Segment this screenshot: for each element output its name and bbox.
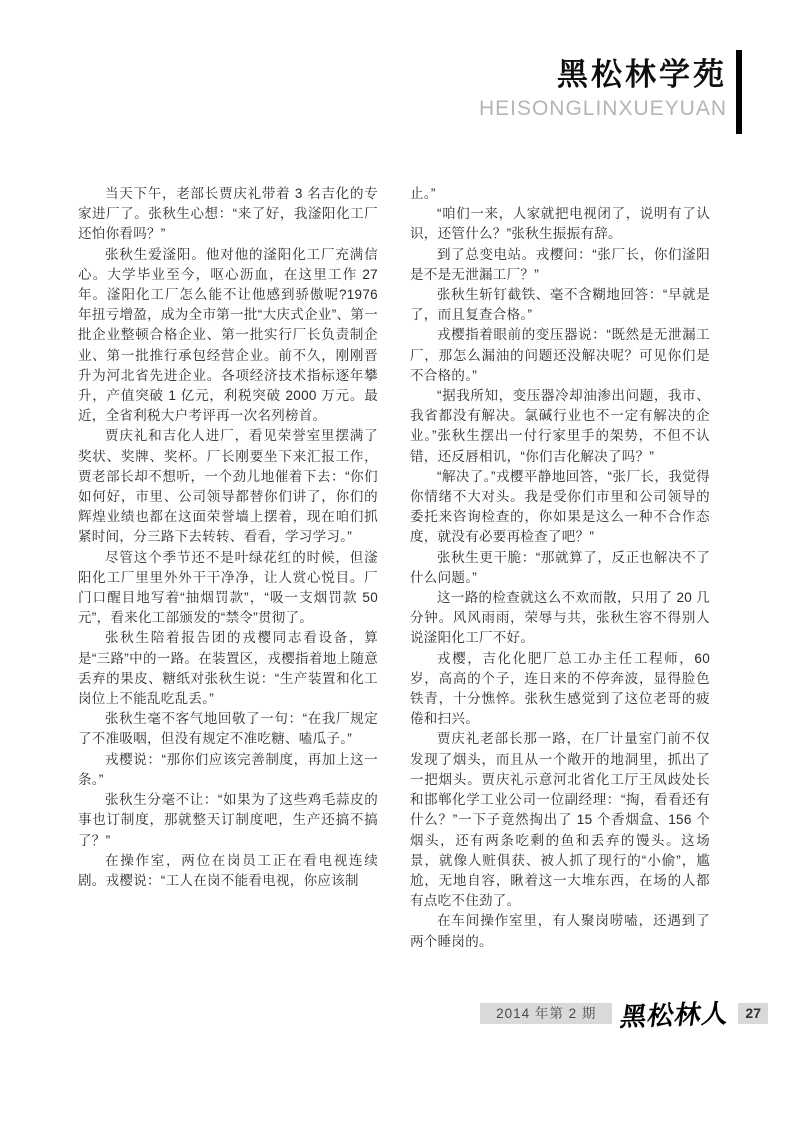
paragraph: “据我所知，变压器冷却油渗出问题，我市、我省都没有解决。氯碱行业也不一定有解决的企业。”张秋生摆出一付行家里手的架势，不但不认错，还反唇相讥，“你们吉化解决了吗？”: [410, 388, 710, 464]
section-subtitle-pinyin: HEISONGLINXUEYUAN: [478, 97, 727, 120]
paragraph: 戎樱指着眼前的变压器说：“既然是无泄漏工厂，那怎么漏油的问题还没解决呢？可见你们是不合格的。”: [410, 327, 710, 383]
page-number: 27: [738, 1003, 768, 1024]
paragraph: “咱们一来，人家就把电视闭了，说明有了认识，还管什么？”张秋生振振有辞。: [410, 206, 710, 242]
paragraph: 在车间操作室里，有人聚岗唠嗑，还遇到了两个睡岗的。: [410, 913, 710, 949]
paragraph: 当天下午，老部长贾庆礼带着 3 名吉化的专家进厂了。张秋生心想：“来了好，我滏阳化工厂还怕你看吗？”: [78, 186, 378, 242]
page-header: [479, 58, 727, 121]
paragraph: 贾庆礼老部长那一路，在厂计量室门前不仅发现了烟头，而且从一个敞开的地洞里，抓出了一把烟头。贾庆礼示意河北省化工厅王凤歧处长和邯郸化学工业公司一位副经理：“掏，看看还有什么？”一下子竟然掏出了 15 个香烟盒、156 个烟头，还有两条吃剩的鱼和丢弃的馒头。这场景，就像人赃俱获、被人抓了现行的“小偷”，尴尬，无地自容，瞅着这一大堆东西，在场的人都有点吃不住劲了。: [410, 731, 710, 909]
paragraph: 尽管这个季节还不是叶绿花红的时候，但滏阳化工厂里里外外干干净净，让人赏心悦目。厂门口醒目地写着“抽烟罚款”，“吸一支烟罚款 50 元”，看来化工部颁发的“禁令”贯彻了。: [78, 549, 378, 626]
paragraph: 贾庆礼和吉化人进厂，看见荣誉室里摆满了奖状、奖牌、奖杯。厂长刚要坐下来汇报工作，贾老部长却不想听，一个劲儿地催着下去：“你们如何好，市里、公司领导都替你们讲了，你们的辉煌业绩也都在这面荣誉墙上摆着，现在咱们抓紧时间，分三路下去转转、看看，学习学习。”: [78, 428, 378, 545]
paragraph: 张秋生更干脆：“那就算了，反正也解决不了什么问题。”: [410, 549, 710, 585]
paragraph: 到了总变电站。戎樱问：“张厂长，你们滏阳是不是无泄漏工厂？”: [410, 246, 710, 282]
paragraph: 在操作室，两位在岗员工正在看电视连续剧。戎樱说：“工人在岗不能看电视，你应该制: [78, 852, 378, 888]
paragraph: 张秋生爱滏阳。他对他的滏阳化工厂充满信心。大学毕业至今，呕心沥血，在这里工作 27 年。滏阳化工厂怎么能不让他感到骄傲呢?1976 年扭亏增盈，成为全市第一批“大庆式企业”、第一批企业整顿合格企业、第一批实行厂长负责制企业、第一批推行承包经营企业。前不久，刚刚晋升为河北省先进企业。各项经济技术指标逐年攀升，产值突破 1 亿元，利税突破 2000 万元。最近，全省利税大户考评再一次名列榜首。: [78, 246, 378, 424]
paragraph: 戎樱，吉化化肥厂总工办主任工程师，60 岁，高高的个子，连日来的不停奔波，显得脸色铁青，十分憔悴。张秋生感觉到了这位老哥的疲倦和扫兴。: [410, 650, 710, 727]
magazine-logo: 黑松林人: [618, 998, 732, 1032]
header-accent-bar: [736, 50, 742, 134]
paragraph: “解决了。”戎樱平静地回答，“张厂长，我觉得你情绪不大对头。我是受你们市里和公司领导的委托来咨询检查的，你如果是这么一种不合作态度，就没有必要再检查了吧？”: [410, 468, 710, 545]
paragraph: 这一路的检查就这么不欢而散，只用了 20 几分钟。风风雨雨，荣辱与共，张秋生容不得别人说滏阳化工厂不好。: [410, 590, 710, 646]
paragraph: 戎樱说：“那你们应该完善制度，再加上这一条。”: [78, 751, 378, 787]
paragraph: 张秋生毫不客气地回敬了一句：“在我厂规定了不准吸咽，但没有规定不准吃糖、嗑瓜子。”: [78, 711, 378, 747]
paragraph: 止。”: [410, 186, 436, 201]
paragraph: 张秋生分毫不让：“如果为了这些鸡毛蒜皮的事也订制度，那就整天订制度吧，生产还搞不搞了？”: [78, 792, 378, 848]
section-title: 黑松林学苑: [557, 57, 727, 92]
article-body: [78, 184, 710, 952]
issue-label: 2014 年第 2 期: [480, 1003, 612, 1024]
paragraph: 张秋生陪着报告团的戎樱同志看设备，算是“三路”中的一路。在装置区，戎樱指着地上随意丢弃的果皮、糖纸对张秋生说：“生产装置和化工岗位上不能乱吃乱丢。”: [78, 630, 378, 707]
right-column: [410, 184, 710, 952]
page-footer: [480, 998, 768, 1032]
left-column: [78, 184, 378, 952]
paragraph: 张秋生斩钉截铁、毫不含糊地回答：“早就是了，而且复查合格。”: [410, 287, 710, 323]
